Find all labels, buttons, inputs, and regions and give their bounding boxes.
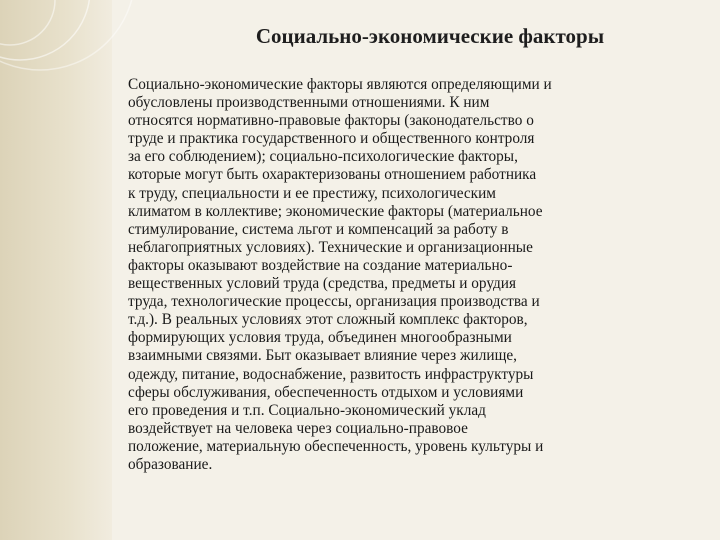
slide-title: Социально-экономические факторы	[255, 24, 605, 48]
text-line: одежду, питание, водоснабжение, развитость инфраструктуры	[128, 365, 534, 383]
text-line: стимулирование, система льгот и компенсаций за работу в	[128, 220, 509, 238]
text-line: к труду, специальности и ее престижу, психологическим	[128, 184, 496, 202]
text-line: т.д.). В реальных условиях этот сложный комплекс факторов,	[128, 311, 528, 329]
text-line: климатом в коллективе; экономические факторы (материальное	[128, 202, 543, 220]
text-line: обусловлены производственными отношениями. К ним	[128, 94, 490, 112]
text-line: образование.	[128, 455, 213, 473]
text-line: воздействует на человека через социально-правовое	[128, 419, 468, 437]
paragraph	[128, 76, 702, 474]
text-line: положение, материальную обеспеченность, уровень культуры и	[128, 437, 544, 455]
text-line: Социально-экономические факторы являются определяющими и	[128, 76, 552, 93]
text-line: неблагоприятных условиях). Технические и организационные	[128, 238, 533, 256]
text-line: труде и практика государственного и общественного контроля	[128, 130, 535, 148]
text-line: вещественных условий труда (средства, предметы и орудия	[128, 275, 517, 293]
text-line: факторы оказывают воздействие на создание материально-	[128, 256, 513, 274]
text-line: относятся нормативно-правовые факторы (законодательство о	[128, 112, 534, 130]
text-line: его проведения и т.п. Социально-экономический уклад	[128, 401, 486, 419]
text-line: труда, технологические процессы, организация производства и	[128, 293, 540, 311]
body-text	[128, 76, 702, 474]
text-line: сферы обслуживания, обеспеченность отдыхом и условиями	[128, 383, 524, 401]
text-line: взаимными связями. Быт оказывает влияние через жилище,	[128, 347, 517, 365]
text-line: которые могут быть охарактеризованы отношением работника	[128, 166, 537, 184]
text-line: формирующих условия труда, объединен многообразными	[128, 329, 512, 347]
text-line: за его соблюдением); социально-психологические факторы,	[128, 148, 518, 166]
